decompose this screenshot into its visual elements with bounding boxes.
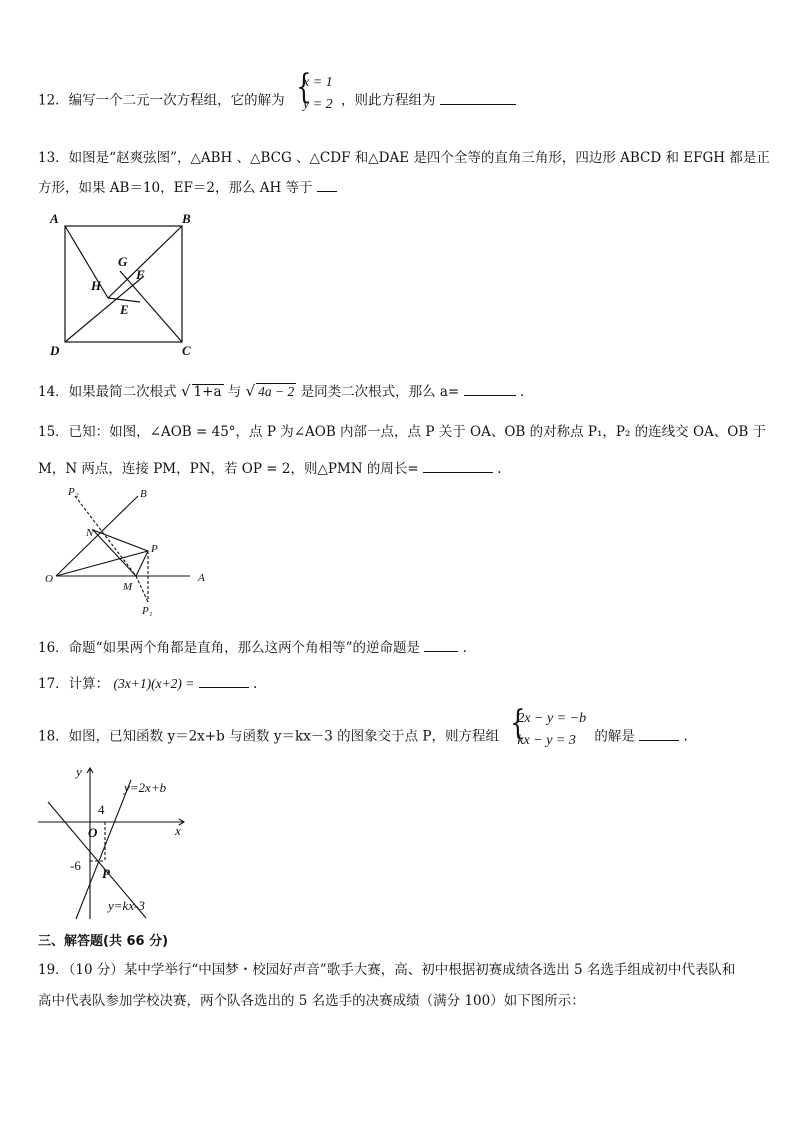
label-neg6: -6 (70, 858, 81, 873)
q16-answer-blank (424, 641, 458, 652)
q18-suffix: 的解是 (594, 728, 635, 745)
q18-end: . (683, 728, 688, 745)
q14-prefix: 14．如果最简二次根式 (38, 384, 177, 400)
label-B: B (182, 211, 191, 226)
label-O: O (45, 573, 53, 585)
label-line-kx-minus-3: y=kx-3 (108, 898, 145, 913)
q16-end: . (462, 640, 467, 656)
label-P: P (102, 866, 110, 881)
question-16 (38, 636, 467, 656)
question-13-line2 (38, 176, 337, 196)
question-12 (38, 67, 516, 116)
q17-answer-blank (199, 677, 249, 688)
label-H: H (91, 278, 102, 293)
q15-line2: M，N 两点，连接 PM，PN，若 OP = 2，则△PMN 的周长= (38, 461, 419, 477)
q18-equation-system (507, 703, 587, 752)
q19-line2: 高中代表队参加学校决赛，两个队各选出的 5 名选手的决赛成绩（满分 100）如下图所示： (38, 993, 585, 1009)
brace-icon: { (296, 67, 312, 107)
label-E: E (120, 302, 129, 317)
label-G: G (118, 254, 128, 269)
zhaoshuang-diagram (44, 206, 204, 361)
label-B: B (140, 488, 147, 500)
angle-diagram (40, 484, 220, 618)
label-origin: O (88, 825, 98, 840)
q18-answer-blank (639, 730, 679, 741)
q18-equation-1: 2x − y = −b (517, 711, 587, 726)
q17-prefix: 17．计算： (38, 676, 110, 692)
section-3-title: 三、解答题(共 66 分) (38, 934, 169, 949)
q14-radicand-1: 1+a (193, 384, 222, 400)
label-F: F (136, 267, 145, 282)
label-y: y (76, 764, 82, 779)
q12-solution-system (293, 67, 333, 116)
q14-radicand-2: 4a − 2 (258, 384, 295, 399)
q18-prefix: 18．如图，已知函数 y＝2x+b 与函数 y＝kx－3 的图象交于点 P，则方程组 (38, 728, 500, 745)
label-C: C (182, 343, 191, 358)
q15-line1: 15．已知：如图，∠AOB = 45°，点 P 为∠AOB 内部一点，点 P 关于 OA、OB 的对称点 P₁，P₂ 的连线交 OA、OB 于 (38, 424, 767, 440)
q14-end: . (519, 384, 525, 400)
label-M: M (123, 581, 133, 593)
q12-prefix: 12．编写一个二元一次方程组，它的解为 (38, 92, 285, 109)
label-P: P (151, 543, 158, 555)
q15-end: . (497, 461, 502, 477)
label-N: N (86, 527, 94, 539)
brace-icon: { (510, 703, 526, 743)
label-line-2x-plus-b: y=2x+b (124, 780, 167, 795)
q13-line2: 方形，如果 AB＝10，EF＝2，那么 AH 等于 (38, 180, 313, 196)
q12-suffix: ，则此方程组为 (340, 92, 436, 109)
q14-answer-blank (464, 385, 516, 396)
q14-mid: 与 (227, 384, 242, 400)
q17-expression: (3x+1)(x+2) = (113, 676, 195, 691)
label-A: A (198, 572, 205, 584)
label-P1: P₁ (142, 605, 153, 617)
q12-solution-y: y = 2 (302, 97, 333, 112)
q12-answer-blank (440, 94, 516, 105)
q14-suffix: 是同类二次根式，那么 a= (300, 384, 460, 400)
radical-icon: √ (245, 382, 256, 400)
q16-text: 16．命题“如果两个角都是直角，那么这两个角相等”的逆命题是 (38, 640, 420, 656)
question-15-line2 (38, 457, 502, 477)
q17-end: . (253, 676, 258, 692)
label-four: 4 (98, 802, 105, 817)
label-A: A (50, 211, 59, 226)
q15-answer-blank (423, 462, 493, 473)
question-18 (38, 703, 688, 752)
radical-icon: √ (180, 382, 191, 400)
label-P2: P₂ (68, 486, 79, 498)
q13-line1: 13．如图是“赵爽弦图”，△ABH 、△BCG 、△CDF 和△DAE 是四个全等的直角三角形，四边形 ABCD 和 EFGH 都是正 (38, 150, 770, 166)
label-D: D (50, 343, 60, 358)
question-17 (38, 672, 257, 692)
question-14 (38, 380, 524, 400)
q19-line1: 19．（10 分）某中学举行“中国梦・校园好声音”歌手大赛，高、初中根据初赛成绩各选出 5 名选手组成初中代表队和 (38, 962, 736, 978)
q12-solution-x: x = 1 (302, 75, 333, 90)
function-graph (36, 764, 196, 924)
label-x: x (175, 823, 181, 838)
q18-equation-2: kx − y = 3 (517, 733, 576, 748)
q13-answer-blank (317, 181, 337, 192)
